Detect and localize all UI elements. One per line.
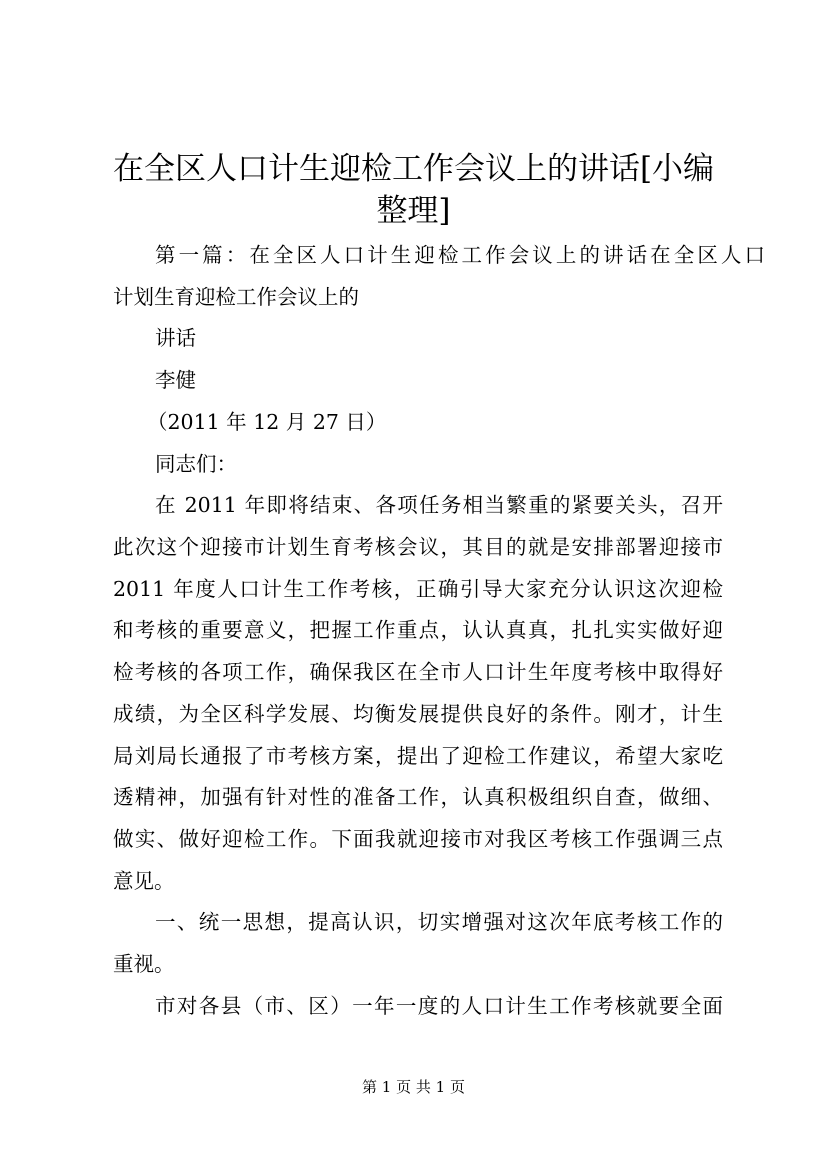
paragraph-line: 和考核的重要意义，把握工作重点，认认真真，扎扎实实做好迎 [113,618,723,642]
paragraph-line: 讲话 [155,326,196,350]
paragraph-line: 计划生育迎检工作会议上的 [113,285,359,309]
paragraph-line: 市对各县（市、区）一年一度的人口计生工作考核就要全面 [155,994,723,1018]
document-title-line-2: 整理] [376,193,451,229]
paragraph-line: 意见。 [113,869,175,893]
paragraph-line: 在 2011 年即将结束、各项任务相当繁重的紧要关头，召开 [155,493,723,517]
paragraph-line: 第一篇：在全区人口计生迎检工作会议上的讲话在全区人口 [155,243,765,267]
section-heading-line: 重视。 [113,952,175,976]
document-title-line-1: 在全区人口计生迎检工作会议上的讲话[小编 [112,151,715,187]
paragraph-line: 检考核的各项工作，确保我区在全市人口计生年度考核中取得好 [113,660,723,684]
paragraph-line: 成绩，为全区科学发展、均衡发展提供良好的条件。刚才，计生 [113,702,723,726]
paragraph-line: 2011 年度人口计生工作考核，正确引导大家充分认识这次迎检 [113,577,723,601]
page-footer: 第 1 页 共 1 页 [362,1078,465,1096]
author-name: 李健 [155,368,196,392]
paragraph-line: 做实、做好迎检工作。下面我就迎接市对我区考核工作强调三点 [113,827,723,851]
speech-date: （2011 年 12 月 27 日） [147,410,387,434]
salutation: 同志们： [155,452,237,476]
paragraph-line: 透精神，加强有针对性的准备工作，认真积极组织自查，做细、 [113,785,723,809]
section-heading-line: 一、统一思想，提高认识，切实增强对这次年底考核工作的 [155,910,723,934]
paragraph-line: 局刘局长通报了市考核方案，提出了迎检工作建议，希望大家吃 [113,744,723,768]
paragraph-line: 此次这个迎接市计划生育考核会议，其目的就是安排部署迎接市 [113,535,723,559]
